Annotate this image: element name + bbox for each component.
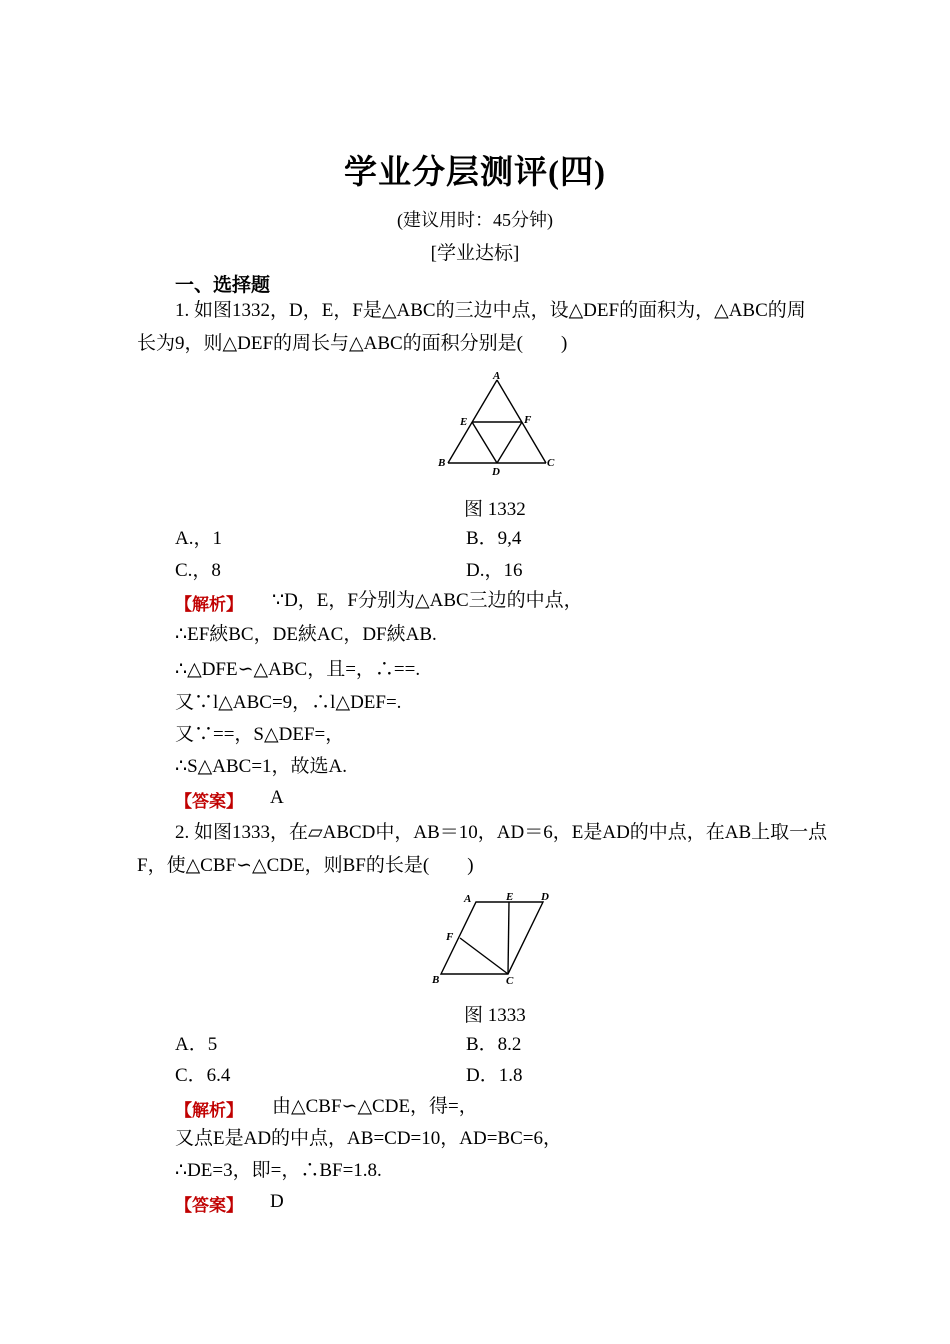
q1-label-a: A (493, 370, 501, 382)
q1-option-c: C.，8 (175, 560, 221, 581)
q2-option-c: C．6.4 (175, 1065, 231, 1086)
section-label: [学业达标] (430, 243, 520, 264)
q2-option-b: B．8.2 (466, 1034, 522, 1055)
q1-analysis-line: ∴△DFE∽△ABC，且=，∴==. (175, 659, 421, 680)
q1-figure (430, 368, 560, 480)
q1-segment-ed (472, 422, 497, 463)
page-title: 学业分层测评(四) (344, 155, 606, 191)
q2-label-b: B (432, 974, 440, 986)
q2-label-a: A (464, 893, 472, 905)
q1-answer-tag: 【答案】 (175, 792, 243, 812)
q2-label-e: E (506, 891, 514, 903)
time-suggestion: (建议用时：45分钟) (397, 210, 553, 230)
q2-label-f: F (446, 931, 454, 943)
q2-segment-ec (508, 902, 509, 974)
q2-answer-tag: 【答案】 (175, 1196, 243, 1216)
q1-label-b: B (438, 457, 446, 469)
q1-analysis-line: ∵D，E，F分别为△ABC三边的中点， (272, 590, 583, 611)
q1-analysis-line: ∴S△ABC=1，故选A. (175, 756, 348, 777)
q2-analysis-line: ∴DE=3，即=，∴BF=1.8. (175, 1160, 382, 1181)
q1-analysis-line: 又∵l△ABC=9，∴l△DEF=. (175, 692, 402, 713)
q2-parallelogram (441, 902, 543, 974)
q1-label-f: F (524, 414, 532, 426)
q1-figure-caption: 图 1332 (464, 499, 526, 520)
q2-option-a: A．5 (175, 1034, 218, 1055)
q1-analysis-line: ∴EF綊BC，DE綊AC，DF綊AB. (175, 624, 437, 645)
q1-analysis-tag: 【解析】 (175, 595, 243, 615)
q2-option-d: D．1.8 (466, 1065, 523, 1086)
q1-option-d: D.，16 (466, 560, 523, 581)
q2-analysis-tag: 【解析】 (175, 1101, 243, 1121)
q2-stem-line1: 2. 如图1333，在▱ABCD中，AB＝10，AD＝6，E是AD的中点，在AB上取一点 (175, 822, 828, 843)
q1-label-e: E (460, 416, 468, 428)
q2-analysis-line: 由△CBF∽△CDE，得=， (272, 1096, 478, 1117)
q2-figure-caption: 图 1333 (464, 1005, 526, 1026)
q2-label-c: C (506, 975, 514, 987)
q1-analysis-line: 又∵==，S△DEF=， (175, 724, 345, 745)
q2-answer: D (270, 1191, 284, 1212)
q2-segment-fc (460, 938, 508, 974)
q2-analysis-line: 又点E是AD的中点，AB=CD=10，AD=BC=6， (175, 1128, 562, 1149)
q1-option-a: A.，1 (175, 528, 222, 549)
q2-label-d: D (541, 891, 549, 903)
q1-segment-fd (497, 422, 522, 463)
q1-label-d: D (492, 466, 500, 478)
q1-label-c: C (547, 457, 555, 469)
q2-stem-line2: F，使△CBF∽△CDE，则BF的长是( ) (137, 855, 474, 876)
q1-stem-line2: 长为9，则△DEF的周长与△ABC的面积分别是( ) (137, 333, 568, 354)
q1-option-b: B．9,4 (466, 528, 522, 549)
q1-stem-line1: 1. 如图1332，D，E，F是△ABC的三边中点，设△DEF的面积为，△ABC的周 (175, 300, 806, 321)
q1-answer: A (270, 787, 284, 808)
q2-figure (428, 888, 558, 988)
section-heading: 一、选择题 (175, 275, 271, 296)
